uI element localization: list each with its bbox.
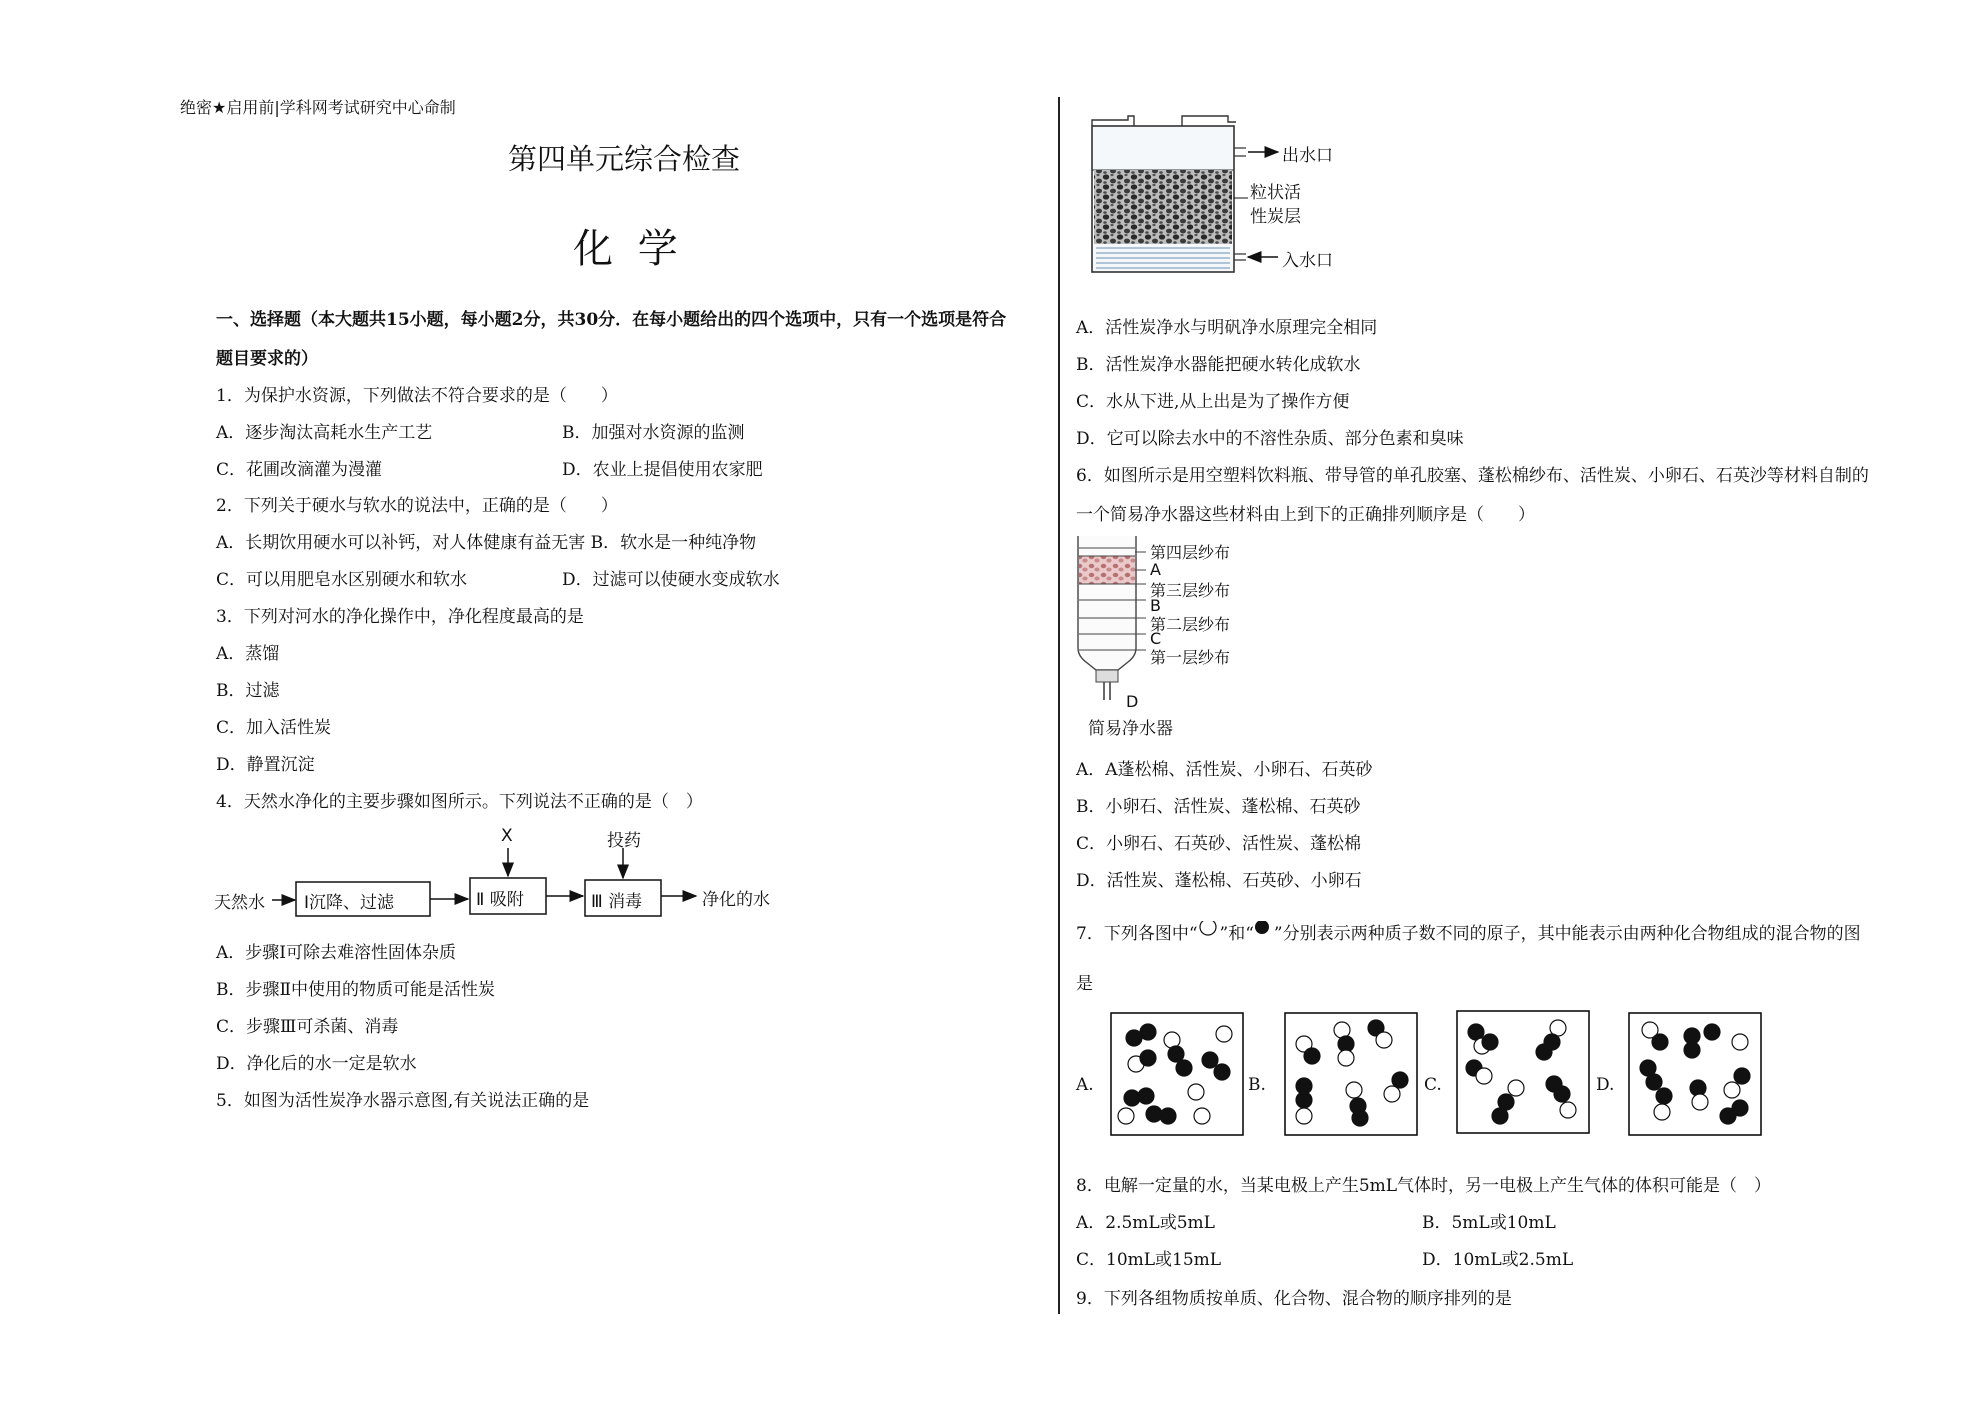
q3-option-d: D．静置沉淀 xyxy=(216,755,315,775)
q4-option-a: A．步骤Ⅰ可除去难溶性固体杂质 xyxy=(216,943,456,963)
q3-stem: 3．下列对河水的净化操作中，净化程度最高的是 xyxy=(216,607,584,627)
q3-option-a: A．蒸馏 xyxy=(216,644,280,664)
q3-option-c: C．加入活性炭 xyxy=(216,718,332,738)
water-purification-flowchart xyxy=(212,822,792,930)
molecule-box-c xyxy=(1456,1010,1590,1134)
filter-carbon-label-1: 粒状活 xyxy=(1250,183,1301,203)
q6-stem-line1: 6．如图所示是用空塑料饮料瓶、带导管的单孔胶塞、蓬松棉纱布、活性炭、小卵石、石英沙等材料自制的 xyxy=(1076,466,1869,486)
q7-stem-part2: ”和“ xyxy=(1219,924,1254,944)
q1-stem: 1．为保护水资源，下列做法不符合要求的是（ ） xyxy=(216,386,618,406)
q5-option-d: D．它可以除去水中的不溶性杂质、部分色素和臭味 xyxy=(1076,429,1464,449)
molecule-box-d xyxy=(1628,1012,1762,1136)
q4-option-c: C．步骤Ⅲ可杀菌、消毒 xyxy=(216,1017,399,1037)
q6-option-c: C．小卵石、石英砂、活性炭、蓬松棉 xyxy=(1076,834,1362,854)
q8-option-b: B．5mL或10mL xyxy=(1422,1213,1556,1233)
white-atom-icon xyxy=(1198,921,1220,941)
q4-option-d: D．净化后的水一定是软水 xyxy=(216,1054,417,1074)
black-atom-icon xyxy=(1254,921,1274,941)
q2-option-c: C．可以用肥皂水区别硬水和软水 xyxy=(216,570,468,590)
q1-option-c: C．花圃改滴灌为漫灌 xyxy=(216,460,383,480)
q2-options-ab: A．长期饮用硬水可以补钙，对人体健康有益无害 B．软水是一种纯净物 xyxy=(216,533,757,553)
filter-outlet-label: 出水口 xyxy=(1282,146,1333,166)
q7-label-c: C. xyxy=(1424,1075,1442,1095)
simple-water-purifier-diagram xyxy=(1076,536,1266,742)
q7-label-d: D. xyxy=(1596,1075,1615,1095)
molecule-box-b xyxy=(1284,1012,1418,1136)
q2-option-d: D．过滤可以使硬水变成软水 xyxy=(562,570,780,590)
purifier-caption: 简易净水器 xyxy=(1088,719,1173,739)
purifier-label-b: B xyxy=(1150,596,1161,615)
q5-option-c: C．水从下进,从上出是为了操作方便 xyxy=(1076,392,1350,412)
section-heading-line2: 题目要求的） xyxy=(216,349,318,369)
q4-stem: 4．天然水净化的主要步骤如图所示。下列说法不正确的是（ ） xyxy=(216,792,703,812)
purifier-layer1: 第一层纱布 xyxy=(1150,648,1231,667)
purifier-label-c: C xyxy=(1150,629,1162,648)
q7-label-b: B. xyxy=(1248,1075,1266,1095)
purifier-label-d: D xyxy=(1126,692,1139,711)
q5-option-a: A．活性炭净水与明矾净水原理完全相同 xyxy=(1076,318,1378,338)
purifier-layer3: 第三层纱布 xyxy=(1150,581,1231,600)
q7-stem-part3: ”分别表示两种质子数不同的原子，其中能表示由两种化合物组成的混合物的图 xyxy=(1273,924,1861,944)
q6-option-d: D．活性炭、蓬松棉、石英砂、小卵石 xyxy=(1076,871,1362,891)
q2-stem: 2．下列关于硬水与软水的说法中，正确的是（ ） xyxy=(216,496,618,516)
filter-carbon-label-2: 性炭层 xyxy=(1250,207,1301,227)
q1-option-b: B．加强对水资源的监测 xyxy=(562,423,745,443)
confidential-note: 绝密★启用前|学科网考试研究中心命制 xyxy=(180,98,456,117)
q8-option-a: A．2.5mL或5mL xyxy=(1076,1213,1215,1233)
q8-option-d: D．10mL或2.5mL xyxy=(1422,1250,1574,1270)
unit-title: 第四单元综合检查 xyxy=(508,142,741,176)
molecule-box-a xyxy=(1110,1012,1244,1136)
purifier-layer2: 第二层纱布 xyxy=(1150,615,1231,634)
q6-option-a: A．A蓬松棉、活性炭、小卵石、石英砂 xyxy=(1076,760,1373,780)
subject-title: 化 学 xyxy=(573,226,684,272)
q6-option-b: B．小卵石、活性炭、蓬松棉、石英砂 xyxy=(1076,797,1361,817)
q7-stem-line1 xyxy=(1076,921,1861,944)
flow-result: 净化的水 xyxy=(702,890,770,910)
section-heading-line1: 一、选择题（本大题共15小题，每小题2分，共30分．在每小题给出的四个选项中，只有一个选项是符合 xyxy=(216,310,1007,330)
q4-option-b: B．步骤Ⅱ中使用的物质可能是活性炭 xyxy=(216,980,496,1000)
q1-option-d: D．农业上提倡使用农家肥 xyxy=(562,460,763,480)
q8-stem: 8．电解一定量的水，当某电极上产生5mL气体时，另一电极上产生气体的体积可能是（ ） xyxy=(1076,1176,1772,1196)
filter-inlet-label: 入水口 xyxy=(1282,251,1333,271)
q1-option-a: A．逐步淘汰高耗水生产工艺 xyxy=(216,423,433,443)
q3-option-b: B．过滤 xyxy=(216,681,280,701)
q5-option-b: B．活性炭净水器能把硬水转化成软水 xyxy=(1076,355,1361,375)
flow-source: 天然水 xyxy=(214,893,265,913)
q7-label-a: A. xyxy=(1076,1075,1094,1095)
q6-stem-line2: 一个简易净水器这些材料由上到下的正确排列顺序是（ ） xyxy=(1076,505,1535,525)
q5-stem: 5．如图为活性炭净水器示意图,有关说法正确的是 xyxy=(216,1091,590,1111)
flow-step1: Ⅰ沉降、过滤 xyxy=(304,893,395,913)
flow-input-drug: 投药 xyxy=(607,831,641,851)
column-divider xyxy=(1058,97,1060,1314)
q8-option-c: C．10mL或15mL xyxy=(1076,1250,1222,1270)
q9-stem: 9．下列各组物质按单质、化合物、混合物的顺序排列的是 xyxy=(1076,1289,1512,1309)
flow-step3: Ⅲ 消毒 xyxy=(591,892,643,912)
purifier-layer4: 第四层纱布 xyxy=(1150,543,1231,562)
purifier-label-a: A xyxy=(1150,560,1161,579)
q7-stem-line2: 是 xyxy=(1076,974,1093,994)
flow-input-x: X xyxy=(501,826,513,846)
activated-carbon-filter-diagram xyxy=(1088,114,1348,284)
q7-stem-part1: 7．下列各图中“ xyxy=(1076,924,1198,944)
flow-step2: Ⅱ 吸附 xyxy=(476,890,524,910)
